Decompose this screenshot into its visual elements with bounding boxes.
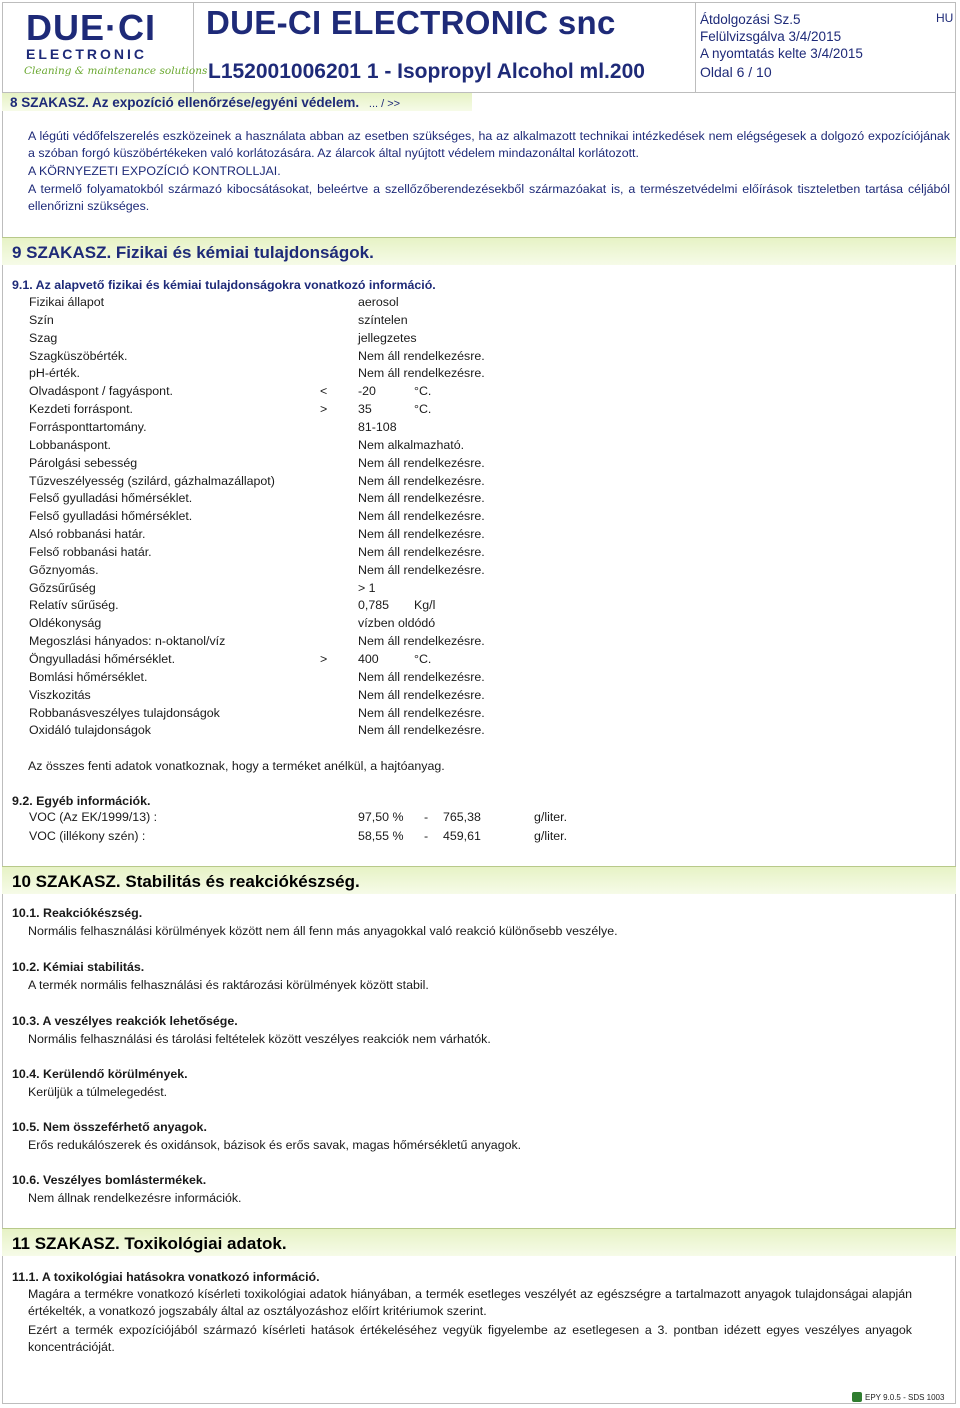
section11-1-heading: 11.1. A toxikológiai hatásokra vonatkozó információ. <box>12 1270 320 1284</box>
section10-item-heading: 10.5. Nem összeférhető anyagok. <box>12 1120 207 1134</box>
property-value: 0,785 <box>358 598 390 613</box>
section10-item-heading: 10.2. Kémiai stabilitás. <box>12 960 145 974</box>
property-value: Nem áll rendelkezésre. <box>358 348 485 363</box>
property-value: Nem áll rendelkezésre. <box>358 705 485 720</box>
property-value: jellegzetes <box>358 330 417 345</box>
section9-note: Az összes fenti adatok vonatkoznak, hogy a terméket anélkül, a hajtóanyag. <box>28 759 445 773</box>
property-operator: > <box>320 652 328 666</box>
product-name: L152001006201 1 - Isopropyl Alcohol ml.200 <box>208 60 645 83</box>
property-name: Viszkozitás <box>29 687 91 702</box>
property-value: Nem áll rendelkezésre. <box>358 562 485 577</box>
property-operator: > <box>320 402 328 417</box>
section11-paragraph-1: Magára a termékre vonatkozó kísérleti toxikológiai adatok hiányában, a termék esetleges veszélyét az egészségre a tartalmazott anyagok tulajdonságai alapján értékelték, a vonatkozó jogszabály által az osztályozáshoz előírt kritériumok szerint. <box>28 1287 912 1318</box>
property-value: -20 <box>358 384 376 399</box>
section8-title-text: 8 SZAKASZ. Az expozíció ellenőrzése/egyéni védelem. <box>10 95 360 110</box>
property-name: Felső gyulladási hőmérséklet. <box>29 509 193 524</box>
logo-sub-text: ELECTRONIC <box>26 46 147 62</box>
section11-title: 11 SZAKASZ. Toxikológiai adatok. <box>12 1234 287 1253</box>
property-name: Kezdeti forráspont. <box>29 402 134 417</box>
property-name: Robbanásveszélyes tulajdonságok <box>29 705 220 720</box>
property-value: Nem áll rendelkezésre. <box>358 509 485 524</box>
property-value: 400 <box>358 652 379 666</box>
property-operator: < <box>320 384 328 399</box>
voc-value: 765,38 <box>443 810 481 824</box>
property-name: Felső robbanási határ. <box>29 544 152 559</box>
property-value: > 1 <box>358 580 376 595</box>
voc-percent: 97,50 % <box>358 810 404 824</box>
property-value: 81-108 <box>358 419 397 434</box>
property-name: Szag <box>29 330 58 345</box>
language-code: HU <box>936 11 954 25</box>
property-name: Szín <box>29 312 54 327</box>
section9-title: 9 SZAKASZ. Fizikai és kémiai tulajdonságok. <box>12 243 374 262</box>
property-name: Megoszlási hányados: n-oktanol/víz <box>29 634 226 649</box>
property-name: Bomlási hőmérséklet. <box>29 669 148 684</box>
section8-title <box>10 95 400 110</box>
section11-paragraph-2: Ezért a termék expozíciójából származó kísérleti hatások értékeléséhez vegyük figyelembe az esetlegesen a 3. pontban idézett egyes veszélyes anyagok koncentrációját. <box>28 1323 912 1354</box>
section8-paragraph-3: A termelő folyamatokból származó kibocsátásokat, beleértve a szellőzőberendezésekből származóakat is, a természetvédelmi előírások tiszteletben tartása céljából ellenőrizni szükséges. <box>28 182 950 213</box>
property-name: Szagküszöbérték. <box>29 348 128 363</box>
section10-rule <box>2 866 956 867</box>
section10-item-text: Nem állnak rendelkezésre információk. <box>28 1191 242 1205</box>
property-name: Felső gyulladási hőmérséklet. <box>29 491 193 506</box>
property-value: 35 <box>358 402 372 417</box>
section10-title: 10 SZAKASZ. Stabilitás és reakciókészség. <box>12 872 360 891</box>
property-name: Forrásponttartomány. <box>29 419 147 434</box>
property-name: Alsó robbanási határ. <box>29 527 146 542</box>
property-value: Nem áll rendelkezésre. <box>358 473 485 488</box>
property-name: Oldékonyság <box>29 616 102 631</box>
software-logo-icon <box>852 1392 862 1402</box>
property-value: Nem áll rendelkezésre. <box>358 455 485 470</box>
property-name: pH-érték. <box>29 366 80 381</box>
revision-number: Átdolgozási Sz.5 <box>700 12 801 27</box>
voc-unit: g/liter. <box>534 810 568 824</box>
property-value: Nem áll rendelkezésre. <box>358 634 485 649</box>
property-value: színtelen <box>358 312 408 327</box>
property-value: Nem alkalmazható. <box>358 437 465 452</box>
company-logo <box>16 7 208 88</box>
property-name: Oxidáló tulajdonságok <box>29 723 151 738</box>
section10-item-heading: 10.6. Veszélyes bomlástermékek. <box>12 1173 207 1187</box>
footer-version: EPY 9.0.5 - SDS 1003 <box>865 1393 945 1402</box>
property-name: Gőzsűrűség <box>29 580 96 595</box>
header-divider-meta <box>695 2 696 92</box>
property-name: Tűzveszélyesség (szilárd, gázhalmazállapot) <box>29 473 275 488</box>
property-unit: °C. <box>414 652 432 666</box>
voc-name: VOC (Az EK/1999/13) : <box>29 810 158 824</box>
voc-percent: 58,55 % <box>358 829 404 843</box>
section10-item-text: Erős redukálószerek és oxidánsok, bázisok és erős savak, magas hőmérsékletű anyagok. <box>28 1138 522 1152</box>
property-name: Fizikai állapot <box>29 295 105 309</box>
section9-rule <box>2 237 956 238</box>
property-name: Relatív sűrűség. <box>29 598 119 613</box>
property-name: Olvadáspont / fagyáspont. <box>29 384 173 399</box>
property-unit: Kg/l <box>414 598 436 613</box>
section10-item-text: Normális felhasználási és tárolási feltételek között veszélyes reakciók nem várhatók. <box>28 1032 491 1046</box>
property-value: Nem áll rendelkezésre. <box>358 527 485 542</box>
section8-paragraph-2: A KÖRNYEZETI EXPOZÍCIÓ KONTROLLJAI. <box>28 164 281 178</box>
voc-value: 459,61 <box>443 829 481 843</box>
property-value: vízben oldódó <box>358 616 436 631</box>
section10-item-text: Normális felhasználási körülmények között nem áll fenn más anyagokkal való reakció különősebb veszélye. <box>28 924 618 938</box>
property-unit: °C. <box>414 402 432 417</box>
page-number: Oldal 6 / 10 <box>700 64 772 80</box>
property-unit: °C. <box>414 384 432 399</box>
section10-item-text: Kerüljük a túlmelegedést. <box>28 1085 168 1099</box>
property-name: Öngyulladási hőmérséklet. <box>29 652 176 666</box>
header-divider-logo <box>193 2 194 92</box>
continued-marker: ... / >> <box>368 98 401 110</box>
property-value: Nem áll rendelkezésre. <box>358 544 485 559</box>
voc-dash: - <box>424 829 429 843</box>
print-date: A nyomtatás kelte 3/4/2015 <box>700 46 863 61</box>
property-value: Nem áll rendelkezésre. <box>358 669 485 684</box>
section10-item-text: A termék normális felhasználási és raktározási körülmények között stabil. <box>28 978 429 992</box>
property-value: aerosol <box>358 295 399 309</box>
voc-unit: g/liter. <box>534 829 568 843</box>
voc-dash: - <box>424 810 429 824</box>
section9-2-heading: 9.2. Egyéb információk. <box>12 794 151 808</box>
section8-paragraph-1: A légúti védőfelszerelés eszközeinek a használata abban az esetben szükséges, ha az alkalmazott technikai intézkedések nem elégségesek a dolgozó expozíciójának a szóban forgó küszöbértékeken való korlátozására. Az álarcok által nyújtott védelem mindazonáltal korlátozott. <box>28 129 950 160</box>
property-value: Nem áll rendelkezésre. <box>358 723 485 738</box>
logo-tagline: Cleaning & maintenance solutions <box>24 65 208 77</box>
property-value: Nem áll rendelkezésre. <box>358 491 485 506</box>
review-date: Felülvizsgálva 3/4/2015 <box>700 29 842 44</box>
logo-main-text: DUE·CI <box>26 7 156 48</box>
property-name: Lobbanáspont. <box>29 437 111 452</box>
property-value: Nem áll rendelkezésre. <box>358 366 485 381</box>
section9-1-heading: 9.1. Az alapvető fizikai és kémiai tulajdonságokra vonatkozó információ. <box>12 278 436 292</box>
section10-item-heading: 10.4. Kerülendő körülmények. <box>12 1067 188 1081</box>
voc-name: VOC (illékony szén) : <box>29 829 146 843</box>
section10-item-heading: 10.1. Reakciókészség. <box>12 906 143 920</box>
section11-rule <box>2 1228 956 1229</box>
company-name: DUE-CI ELECTRONIC snc <box>206 4 616 41</box>
section10-item-heading: 10.3. A veszélyes reakciók lehetősége. <box>12 1014 238 1028</box>
property-name: Párolgási sebesség <box>29 455 138 470</box>
property-value: Nem áll rendelkezésre. <box>358 687 485 702</box>
property-name: Gőznyomás. <box>29 562 99 577</box>
